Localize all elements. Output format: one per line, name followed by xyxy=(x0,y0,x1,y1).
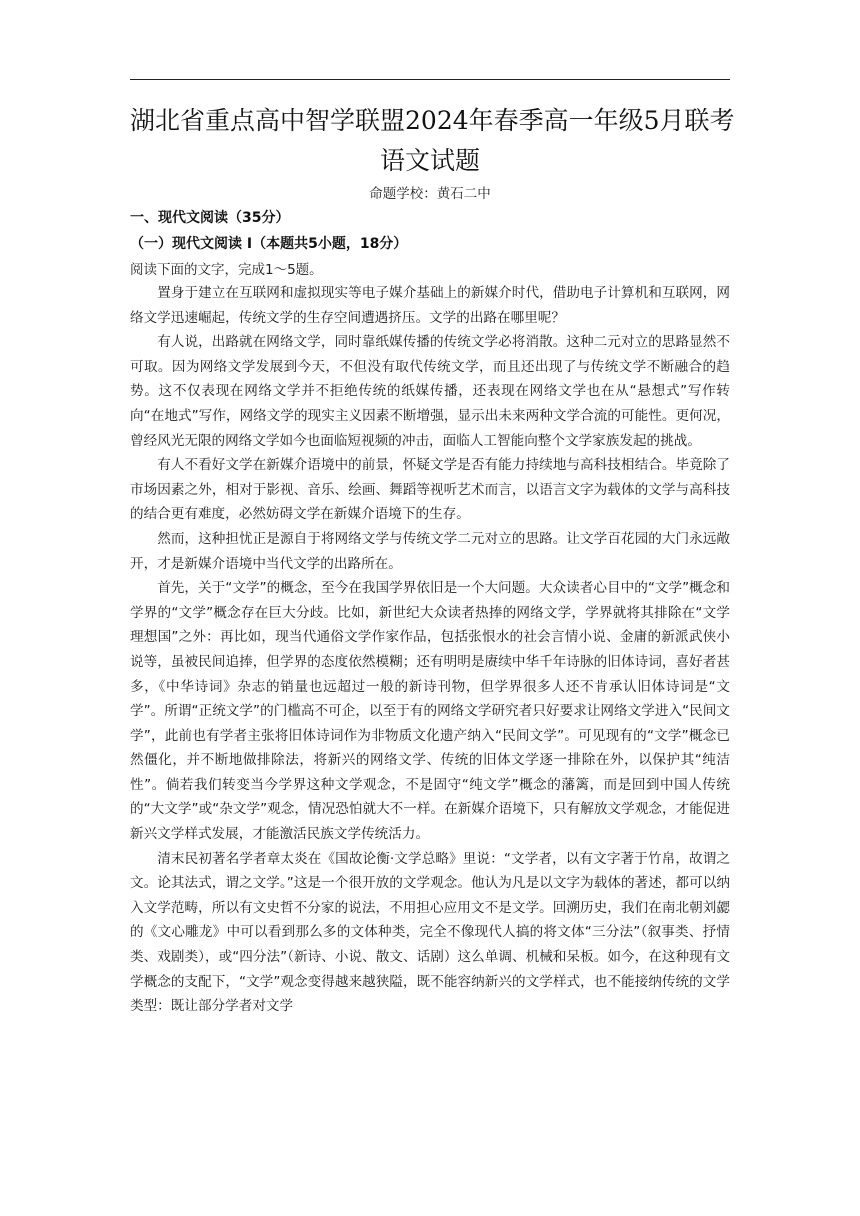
section-heading: 一、现代文阅读（35分） xyxy=(130,210,290,226)
passage-paragraph: 有人说，出路就在网络文学，同时靠纸媒传播的传统文学必将消散。这种二元对立的思路显然不可取。因为网络文学发展到今天，不但没有取代传统文学，而且还出现了与传统文学不断融合的趋势。这不仅表现在网络文学并不拒绝传统的纸媒传播，还表现在网络文学也在从“悬想式”写作转向“在地式”写作，网络文学的现实主义因素不断增强，显示出未来两种文学合流的可能性。更何况，曾经风光无限的网络文学如今也面临短视频的冲击，面临人工智能向整个文学家族发起的挑战。 xyxy=(130,334,730,449)
passage-paragraph: 有人不看好文学在新媒介语境中的前景，怀疑文学是否有能力持续地与高科技相结合。毕竟除了市场因素之外，相对于影视、音乐、绘画、舞蹈等视听艺术而言，以语言文字为载体的文学与高科技的结合更有难度，必然妨碍文学在新媒介语境下的生存。 xyxy=(130,457,730,523)
exam-title: 湖北省重点高中智学联盟2024年春季高一年级5月联考 xyxy=(130,106,735,135)
passage-paragraph: 清末民初著名学者章太炎在《国故论衡·文学总略》里说：“文学者，以有文字著于竹帛，故谓之文。论其法式，谓之文学。”这是一个很开放的文学观念。他认为凡是以文字为载体的著述，都可以纳入文学范畴，所以有文史哲不分家的说法，不用担心应用文不是文学。回溯历史，我们在南北朝刘勰的《文心雕龙》中可以看到那么多的文体种类，完全不像现代人搞的将文体“三分法”（叙事类、抒情类、戏剧类），或“四分法”（新诗、小说、散文、话剧）这么单调、机械和呆板。如今，在这种现有文学概念的支配下，“文学”观念变得越来越狭隘，既不能容纳新兴的文学样式，也不能接纳传统的文学类型：既让部分学者对文学 xyxy=(130,850,730,1015)
passage-paragraph: 首先，关于“文学”的概念，至今在我国学界依旧是一个大问题。大众读者心目中的“文学”概念和学界的“文学”概念存在巨大分歧。比如，新世纪大众读者热捧的网络文学，学界就将其排除在“文学理想国”之外：再比如，现当代通俗文学作家作品，包括张恨水的社会言情小说、金庸的新派武侠小说等，虽被民间追捧，但学界的态度依然模糊；还有明明是赓续中华千年诗脉的旧体诗词，喜好者甚多，《中华诗词》杂志的销量也远超过一般的新诗刊物，但学界很多人还不肯承认旧体诗词是“文学”。所谓“正统文学”的门槛高不可企，以至于有的网络文学研究者只好要求让网络文学进入“民间文学”，此前也有学者主张将旧体诗词作为非物质文化遗产纳入“民间文学”。可见现有的“文学”概念已然僵化，并不断地做排除法，将新兴的网络文学、传统的旧体文学逐一排除在外，以保护其“纯洁性”。倘若我们转变当今学界这种文学观念，不是固守“纯文学”概念的藩篱，而是回到中国人传统的“大文学”或“杂文学”观念，情况恐怕就大不一样。在新媒介语境下，只有解放文学观念，才能促进新兴文学样式发展，才能激活民族文学传统活力。 xyxy=(130,580,730,843)
setter-school: 命题学校：黄石二中 xyxy=(369,186,491,202)
reading-instruction: 阅读下面的文字，完成1～5题。 xyxy=(130,262,323,278)
reading-passage xyxy=(130,281,730,1019)
exam-subject-title: 语文试题 xyxy=(379,146,480,175)
passage-paragraph: 置身于建立在互联网和虚拟现实等电子媒介基础上的新媒介时代，借助电子计算机和互联网，网络文学迅速崛起，传统文学的生存空间遭遇挤压。文学的出路在哪里呢？ xyxy=(130,285,730,326)
passage-paragraph: 然而，这种担忧正是源自于将网络文学与传统文学二元对立的思路。让文学百花园的大门永远敞开，才是新媒介语境中当代文学的出路所在。 xyxy=(130,530,730,572)
subsection-heading: （一）现代文阅读 I（本题共5小题，18分） xyxy=(130,236,408,252)
header-rule xyxy=(130,79,730,80)
